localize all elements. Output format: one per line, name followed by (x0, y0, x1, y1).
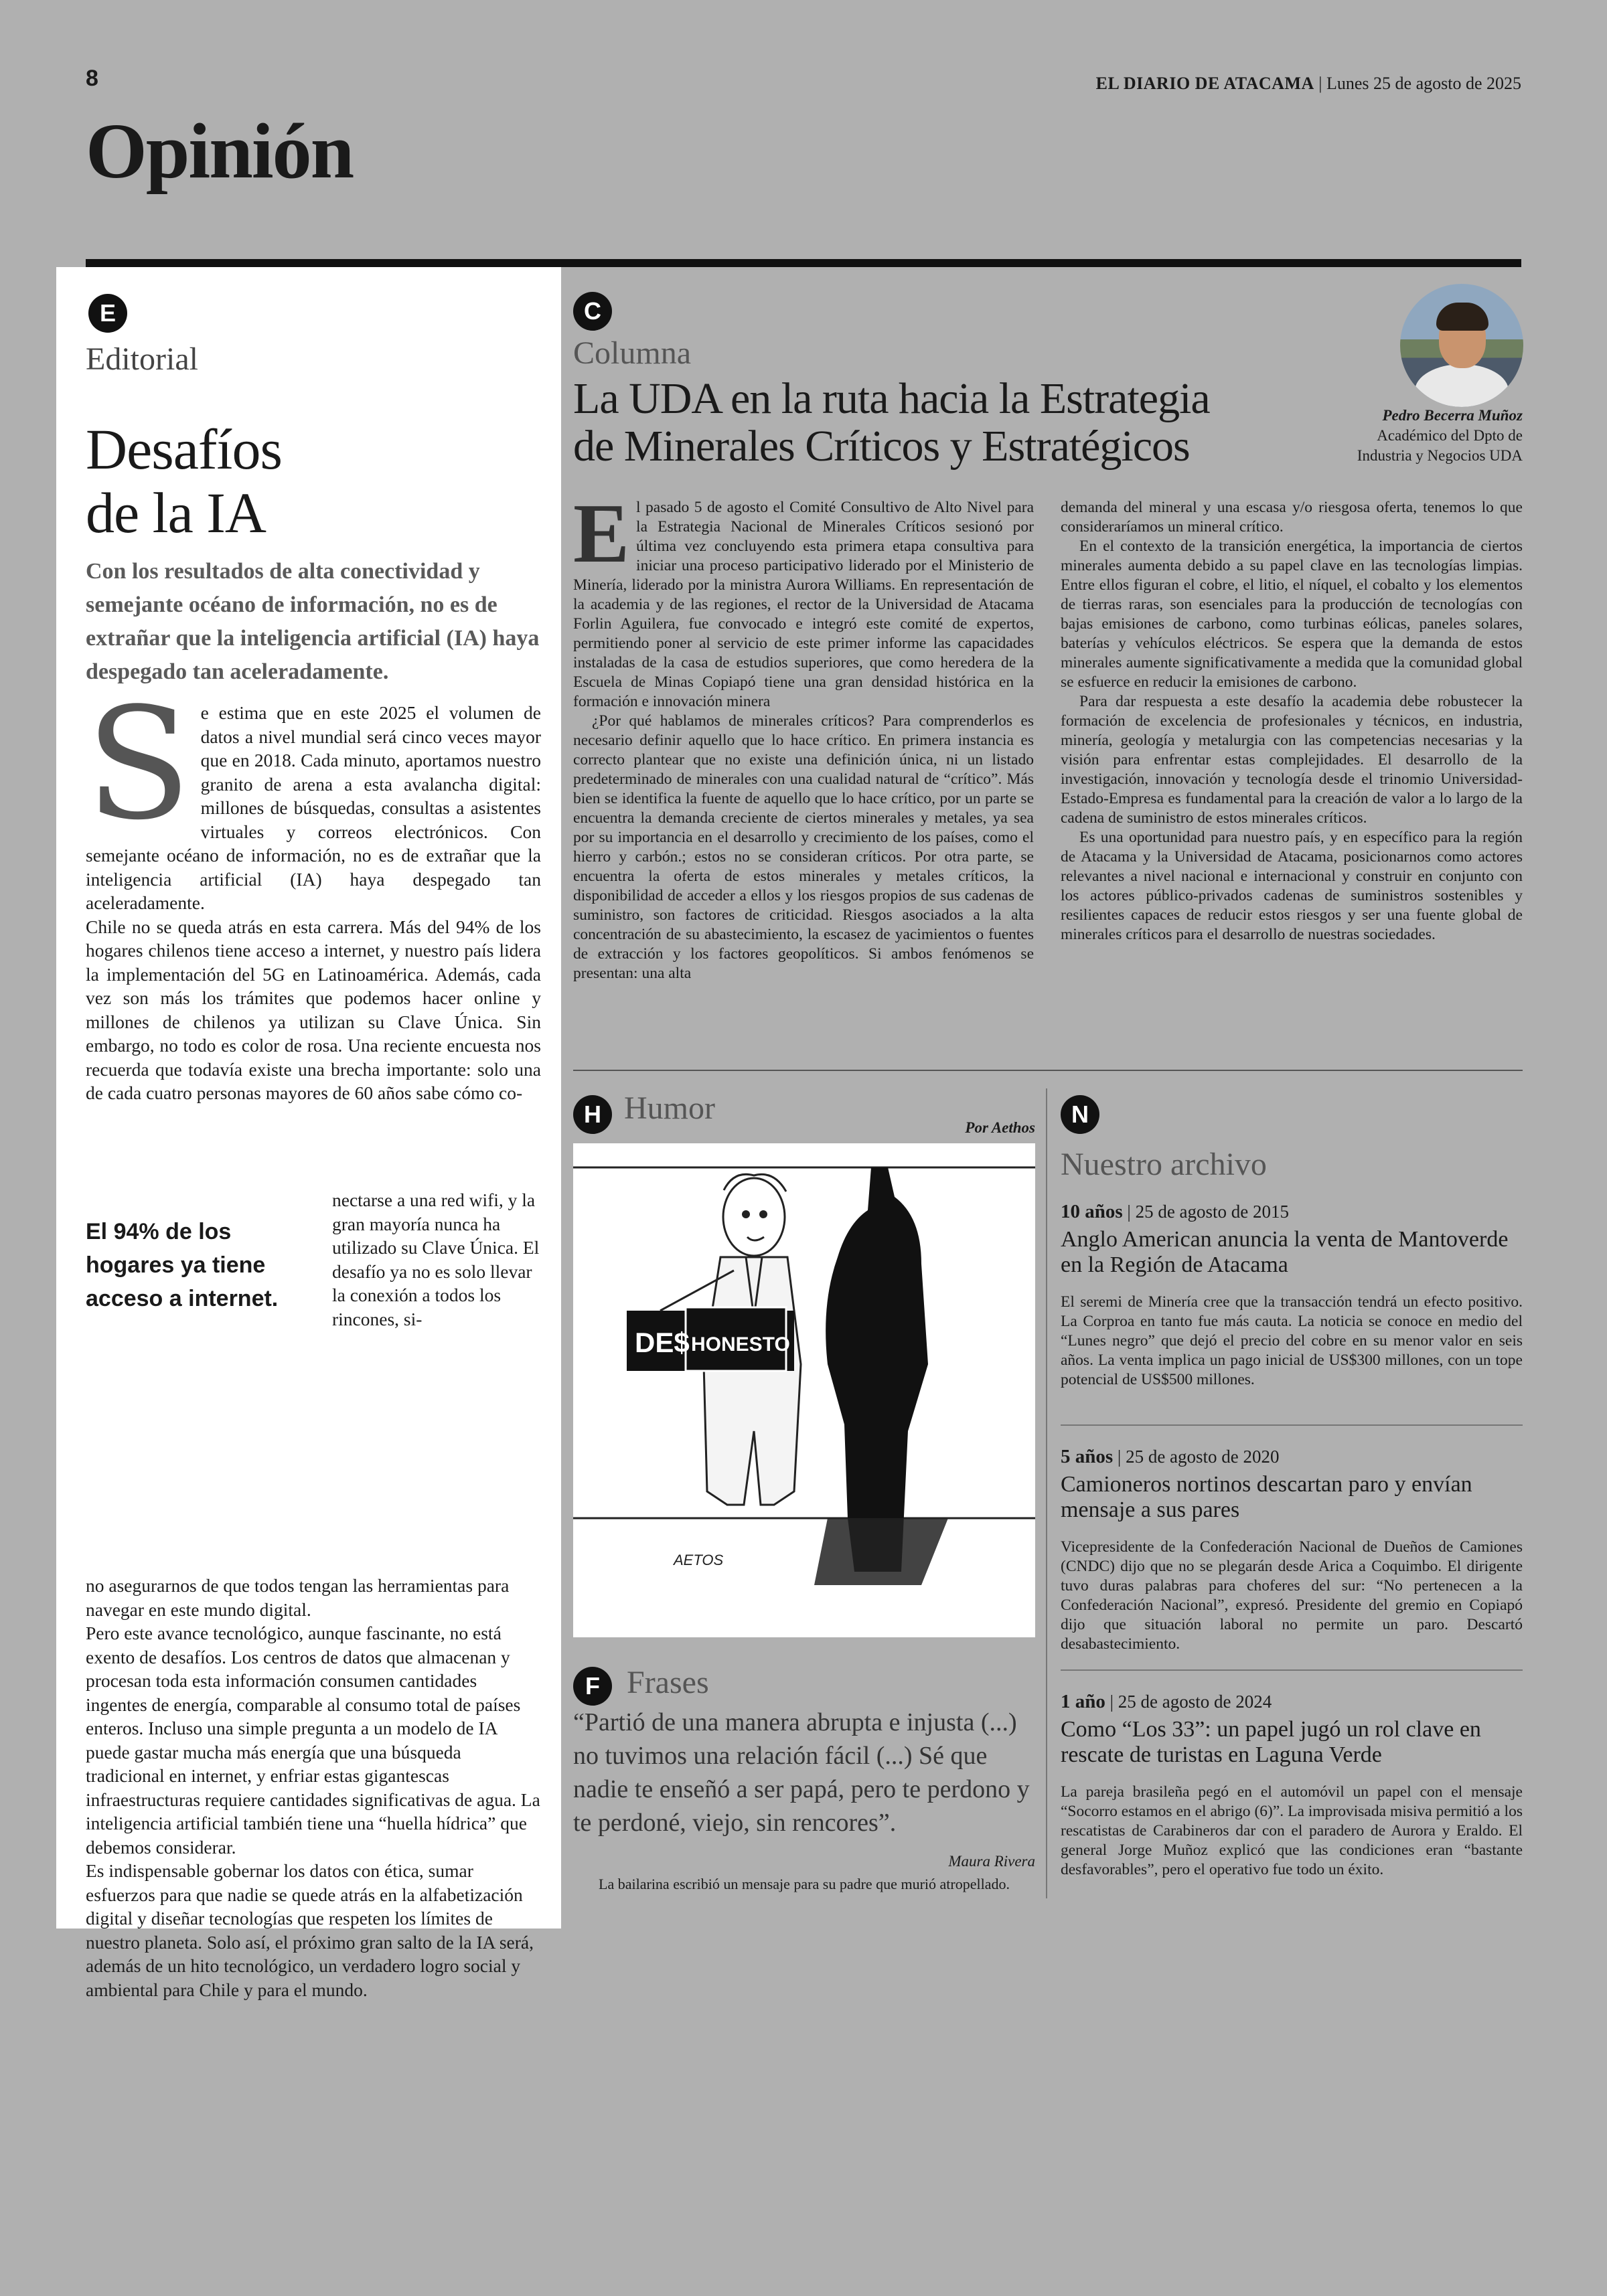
author-name: Pedro Becerra Muñoz (1382, 407, 1523, 424)
frases-quote: “Partió de una manera abrupta e injusta (...) no tuvimos una relación fácil (...) Sé que nadie te enseñó a ser papá, pero te perdono y te perdoné, viejo, sin rencores”. (573, 1708, 1030, 1837)
archive-item (1061, 1446, 1523, 1654)
archive-kicker: Nuestro archivo (1061, 1147, 1267, 1182)
archive-item (1061, 1201, 1523, 1390)
column-drop-cap: E (573, 487, 630, 580)
frases-author: Maura Rivera (948, 1853, 1035, 1870)
column-paragraph: ¿Por qué hablamos de minerales críticos? Para comprenderlos es necesario definir aquello que lo hace crítico. En primera instancia es correcto plantear que no existe una definición única, ni un listado predeterminado de minerales con una cualidad natural de “crítico”. Más bien se identifica la fuente de aquello que lo hace crítico, por un parte se encuentra la demanda creciente de ciertos minerales y metales, ya sea por su importancia en el desarrollo y crecimiento de los países, como el hierro y carbón.; estos no se consideran críticos. Por otra parte, se encuentra la oferta de estos minerales y metales críticos, la disponibilidad de acceder a ellos y los riesgos propios de sus cadenas de suministro, son factores de criticidad. Riesgos asociados a la alta concentración de su abastecimiento, la escasez de yacimientos o fuentes de extracción y los factores geopolíticos. Si ambos fenómenos se presentan: una alta (573, 712, 1034, 982)
author-role: Académico del Dpto de (1377, 427, 1523, 444)
cartoon-signature: AETOS (674, 1552, 724, 1568)
column-kicker: Columna (573, 335, 691, 371)
archive-years: 10 años (1061, 1201, 1123, 1222)
page-number: 8 (86, 66, 98, 91)
divider (573, 1070, 1523, 1071)
column-paragraph: l pasado 5 de agosto el Comité Consultivo de Alto Nivel para la Estrategia Nacional de Minerales Críticos sesionó por última vez concluyendo esta primera etapa consultiva para iniciar una proceso participativo liderado por el Ministerio de Minería, liderado por la ministra Aurora Williams. En representación de la academia y de las regiones, el rector de la Universidad de Atacama Forlin Aguilera, fue convocado e integró este comité de expertos, permitiendo poner al servicio de este primer informe las capacidades instaladas de la casa de estudios superiores, que como heredera de la Escuela de Minas Copiapó tiene una gran densidad histórica en la formación e innovación minera (573, 499, 1034, 710)
editorial-body-part2: nectarse a una red wifi, y la gran mayoría nunca ha utilizado su Clave Única. El desafío ya no es solo llevar la conexión a todos los rincones, si- (332, 1190, 540, 1329)
author-role: Industria y Negocios UDA (1357, 447, 1523, 464)
section-rule (86, 259, 1521, 267)
humor-badge: H (573, 1095, 612, 1134)
editorial-paragraph: e estima que en este 2025 el volumen de datos a nivel mundial será cinco veces mayor que en 2018. Cada minuto, aportamos nuestro granito de arena a esta avalancha digital: millones de búsquedas, consultas a asistentes virtuales y correos electrónicos. Con semejante océano de información, no es de extrañar que la inteligencia artificial (IA) haya despegado tan aceleradamente. (86, 702, 541, 913)
archive-title: Anglo American anuncia la venta de Mantoverde en la Región de Atacama (1061, 1227, 1509, 1277)
humor-byline: Por Aethos (965, 1119, 1035, 1136)
archive-date: | 25 de agosto de 2015 (1127, 1202, 1290, 1222)
column-headline (573, 375, 1336, 470)
editorial-paragraph: Chile no se queda atrás en esta carrera. Más del 94% de los hogares chilenos tiene acceso a internet, y nuestro país lidera la implementación del 5G en Latinoamérica. Además, cada vez son más los trámites que podemos hacer online y millones de chilenos ya utilizan su Clave Única. Sin embargo, no todo es color de rosa. Una reciente encuesta nos recuerda que todavía existe una brecha importante: solo una de cada cuatro personas mayores de 60 años sabe cómo co- (86, 916, 541, 1103)
editorial-paragraph: Es indispensable gobernar los datos con ética, sumar esfuerzos para que nadie se quede atrás en la alfabetización digital y diseñar tecnologías que respeten los límites de nuestro planeta. Solo así, el próximo gran salto de la IA será, además de un hito tecnológico, un verdadero logro social y ambiental para Chile y para el mundo. (86, 1860, 534, 2000)
cartoon-drawing (573, 1143, 1035, 1637)
column-badge: C (573, 292, 612, 331)
section-title: Opinión (86, 107, 354, 195)
sign-left-text: DE$ (635, 1327, 690, 1358)
column-paragraph: Para dar respuesta a este desafío la academia debe robustecer la formación de excelencia de profesionales y técnicos, en industria, minería, geología y metalurgia con las competencias necesarias y la visión para enfrentar estas complejidades. El desarrollo de la investigación, innovación y tecnología desde el trinomio Universidad-Estado-Empresa es fundamental para la creación de valor a lo largo de la cadena de suministro de estos minerales críticos. (1061, 693, 1523, 827)
issue-date: Lunes 25 de agosto de 2025 (1326, 74, 1521, 93)
cartoon-image (573, 1143, 1035, 1637)
divider (1046, 1088, 1047, 1898)
editorial-drop-cap: S (86, 675, 192, 854)
editorial-panel (56, 267, 561, 2000)
publication-name: EL DIARIO DE ATACAMA (1095, 74, 1314, 93)
archive-date: | 25 de agosto de 2020 (1117, 1447, 1280, 1467)
editorial-kicker: Editorial (86, 341, 198, 377)
column-paragraph: En el contexto de la transición energética, la importancia de ciertos minerales aumenta debido a su papel clave en las tecnologías limpias. Entre ellos figuran el cobre, el litio, el níquel, el cobalto y los elementos de tierras raras, son esenciales para la producción de tecnologías con bajas emisiones de carbono, como turbinas eólicas, paneles solares, baterías y vehículos eléctricos. Se espera que la demanda de estos minerales aumente significativamente a medida que la comunidad global se esfuerce en reducir la emisiones de carbono. (1061, 538, 1523, 691)
editorial-badge: E (88, 294, 127, 333)
masthead: EL DIARIO DE ATACAMA | Lunes 25 de agosto de 2025 (1095, 74, 1521, 93)
archive-item (1061, 1691, 1523, 1880)
archive-date: | 25 de agosto de 2024 (1109, 1692, 1272, 1712)
author-credit (1272, 406, 1523, 466)
editorial-headline (86, 418, 282, 545)
divider (1061, 1669, 1523, 1671)
editorial-body-part3 (86, 1574, 541, 2001)
editorial-lead: Con los resultados de alta conectividad y semejante océano de información, no es de extrañar que la inteligencia artificial (IA) haya despegado tan aceleradamente. (86, 559, 540, 684)
column-headline-line1: La UDA en la ruta hacia la Estrategia (573, 374, 1210, 423)
sign-right-text: HONESTO (691, 1333, 790, 1356)
frases-badge: F (573, 1667, 612, 1706)
column-headline-line2: de Minerales Críticos y Estratégicos (573, 422, 1190, 471)
column-paragraph: Es una oportunidad para nuestro país, y en específico para la región de Atacama y la Universidad de Atacama, posicionarnos como actores relevantes a nivel nacional e internacional y construir en conjunto con los actores público-privados cadenas de suministros sostenibles y resilientes capaces de reducir estos riesgos y ser una fuente global de minerales críticos para el desarrollo de nuestras sociedades. (1061, 829, 1523, 943)
editorial-paragraph: no asegurarnos de que todos tengan las herramientas para navegar en este mundo digital. (86, 1575, 510, 1620)
frases-kicker: Frases (627, 1665, 709, 1700)
divider (1061, 1424, 1523, 1426)
archive-text: El seremi de Minería cree que la transacción tendrá un efecto positivo. La Corproa en tanto fue más cauta. La noticia se conoce en medio del “Lunes negro” que dejó el precio del cobre en su menor valor en seis años. La venta implica un pago inicial de US$300 millones, con un tope potencial de US$500 millones. (1061, 1293, 1523, 1388)
editorial-paragraph: Pero este avance tecnológico, aunque fascinante, no está exento de desafíos. Los centros de datos que almacenan y procesan toda esta información consumen cantidades ingentes de energía, comparable al consumo total de países enteros. Incluso una simple pregunta a un modelo de IA puede gastar mucha más energía que una búsqueda tradicional en internet, y enfriar estas gigantescas infraestructuras requiere cantidades significativas de agua. La inteligencia artificial también tiene una “huella hídrica” que debemos considerar. (86, 1623, 540, 1858)
archive-title: Como “Los 33”: un papel jugó un rol clave en rescate de turistas en Laguna Verde (1061, 1717, 1481, 1767)
archive-title: Camioneros nortinos descartan paro y envían mensaje a sus pares (1061, 1472, 1472, 1522)
author-photo (1400, 284, 1523, 407)
archive-badge: N (1061, 1095, 1099, 1134)
editorial-headline-line1: Desafíos (86, 417, 282, 481)
archive-text: La pareja brasileña pegó en el automóvil un papel con el mensaje “Socorro estamos en el abrigo (6)”. La improvisada misiva permitió a los rescatistas de Carabineros dar con el paradero de Aurora y Eraldo. El general Jorge Muñoz explicó que las condiciones eran “bastante desfavorables”, pero el operativo fue todo un éxito. (1061, 1783, 1523, 1878)
column-body-right (1061, 498, 1523, 945)
editorial-pullquote: El 94% de los hogares ya tiene acceso a internet. (86, 1219, 279, 1311)
column-paragraph: demanda del mineral y una escasa y/o riesgosa oferta, tenemos lo que consideraríamos un mineral crítico. (1061, 499, 1523, 536)
editorial-headline-line2: de la IA (86, 481, 266, 545)
archive-years: 1 año (1061, 1691, 1105, 1712)
archive-text: Vicepresidente de la Confederación Nacional de Dueños de Camiones (CNDC) dijo que no se plegarán desde Arica a Coquimbo. El dirigente tuvo duras palabras para choferes del sur: “No pertenecen a la Confederación Nacional”, expresó. Presidente del gremio en Copiapó dijo que situación laboral no permite un paro. Descartó desabastecimiento. (1061, 1538, 1523, 1653)
humor-kicker: Humor (624, 1090, 715, 1126)
archive-years: 5 años (1061, 1446, 1114, 1467)
editorial-body-part1 (86, 675, 541, 1105)
frases-caption: La bailarina escribió un mensaje para su padre que murió atropellado. (599, 1876, 1010, 1892)
column-body-left (573, 487, 1034, 983)
